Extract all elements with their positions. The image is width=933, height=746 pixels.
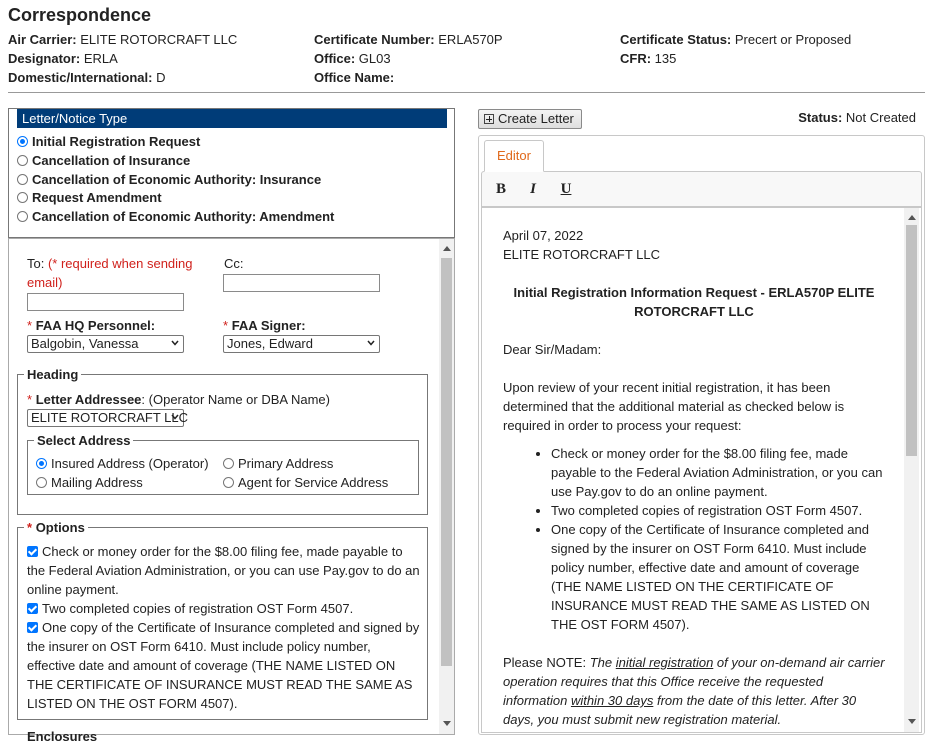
option-item-filing-fee[interactable]: Check or money order for the $8.00 filing fee, made payable to the Federal Aviation Administration, or you can use Pay.gov to do an online payment.: [27, 544, 420, 597]
letter-addressee-select[interactable]: ELITE ROTORCRAFT LLC: [27, 409, 184, 427]
office-name-info: Office Name:: [314, 70, 395, 85]
faa-signer-label: * FAA Signer:: [223, 318, 306, 333]
cfr-info: CFR: 135: [620, 51, 677, 66]
chevron-down-icon: [171, 413, 179, 421]
letter-type-option-cancellation-economic-insurance[interactable]: Cancellation of Economic Authority: Insurance: [17, 172, 321, 187]
plus-box-icon: [484, 114, 494, 124]
create-letter-button[interactable]: Create Letter: [478, 109, 582, 129]
page-title: Correspondence: [8, 5, 152, 25]
letter-salutation: Dear Sir/Madam:: [503, 342, 602, 357]
radio-icon[interactable]: [36, 477, 47, 488]
chevron-down-icon: [367, 339, 375, 347]
radio-icon[interactable]: [17, 174, 28, 185]
underline-button[interactable]: U: [560, 181, 572, 197]
radio-selected-icon[interactable]: [36, 458, 47, 469]
letter-type-option-cancellation-insurance[interactable]: Cancellation of Insurance: [17, 153, 190, 168]
to-label: To: (* required when sending email): [27, 256, 193, 290]
letter-item: • Two completed copies of registration OST Form 4507.: [551, 501, 885, 520]
bold-button[interactable]: B: [495, 181, 506, 197]
checkbox-checked-icon[interactable]: [27, 546, 38, 557]
air-carrier-info: Air Carrier: ELITE ROTORCRAFT LLC: [8, 32, 238, 47]
radio-icon[interactable]: [223, 458, 234, 469]
letter-item: • One copy of the Certificate of Insurance completed and signed by the insurer on OST Form 6410. Must include policy number, effective date and amount of coverage (THE NAME LISTED ON THE CERTIFICATE OF INSURANCE MUST READ THE SAME AS LISTED ON THE OST FORM 4507).: [551, 520, 885, 634]
document-scrollbar-thumb[interactable]: [906, 225, 917, 456]
address-option-primary[interactable]: Primary Address: [223, 456, 333, 471]
letter-addressee-label: * Letter Addressee: (Operator Name or DBA Name): [27, 392, 330, 407]
letter-type-option-cancellation-economic-amendment[interactable]: Cancellation of Economic Authority: Amendment: [17, 209, 334, 224]
tab-editor[interactable]: Editor: [484, 140, 544, 172]
options-legend: * Options: [27, 520, 85, 535]
header-divider: [8, 92, 925, 93]
faa-hq-personnel-label: * FAA HQ Personnel:: [27, 318, 156, 333]
office-info: Office: GL03: [314, 51, 391, 66]
certificate-status-info: Certificate Status: Precert or Proposed: [620, 32, 852, 47]
faa-signer-select[interactable]: Jones, Edward: [223, 335, 380, 353]
select-address-legend: Select Address: [37, 433, 131, 448]
certificate-number-info: Certificate Number: ERLA570P: [314, 32, 503, 47]
address-option-agent[interactable]: Agent for Service Address: [223, 475, 388, 490]
option-item-certificate-insurance[interactable]: One copy of the Certificate of Insurance completed and signed by the insurer on OST Form 6410. Must include policy number, effective date and amount of coverage (THE NAME LISTED ON THE CERTIFICATE OF INSURANCE MUST READ THE SAME AS LISTED ON THE OST FORM 4507).: [27, 620, 420, 711]
radio-icon[interactable]: [223, 477, 234, 488]
letter-form-panel: [8, 238, 455, 744]
letter-type-option-initial-registration[interactable]: Initial Registration Request: [17, 134, 200, 149]
italic-button[interactable]: I: [530, 181, 536, 197]
letter-date: April 07, 2022: [503, 228, 584, 243]
letter-type-legend: Letter/Notice Type: [17, 109, 447, 128]
letter-title: Initial Registration Information Request - ERLA570P ELITE ROTORCRAFT LLC: [513, 285, 875, 319]
checkbox-checked-icon[interactable]: [27, 622, 38, 633]
letter-note: Please NOTE: The initial registration of your on-demand air carrier operation requires that this Office receive the requested information within 30 days from the date of this letter. After 30 days, you must submit new registration material.: [503, 655, 885, 727]
letter-type-option-request-amendment[interactable]: Request Amendment: [17, 190, 162, 205]
radio-icon[interactable]: [17, 211, 28, 222]
faa-hq-personnel-select[interactable]: Balgobin, Vanessa: [27, 335, 184, 353]
chevron-down-icon: [171, 339, 179, 347]
letter-type-panel: [8, 108, 455, 238]
domestic-international-info: Domestic/International: D: [8, 70, 166, 85]
scroll-up-icon[interactable]: [908, 215, 916, 220]
radio-selected-icon[interactable]: [17, 136, 28, 147]
cc-label: Cc:: [224, 256, 244, 271]
scroll-up-icon[interactable]: [443, 246, 451, 251]
address-option-insured[interactable]: Insured Address (Operator): [36, 456, 209, 471]
letter-item: • Check or money order for the $8.00 filing fee, made payable to the Federal Aviation Administration, or you can use Pay.gov to do an online payment.: [551, 444, 885, 501]
address-option-mailing[interactable]: Mailing Address: [36, 475, 143, 490]
form-scrollbar-thumb[interactable]: [441, 258, 452, 666]
status-indicator: Status: Not Created: [798, 110, 916, 125]
scroll-down-icon[interactable]: [443, 721, 451, 726]
cc-input[interactable]: [223, 274, 380, 292]
radio-icon[interactable]: [17, 192, 28, 203]
editor-toolbar: [481, 171, 922, 207]
scroll-down-icon[interactable]: [908, 719, 916, 724]
radio-icon[interactable]: [17, 155, 28, 166]
letter-intro: Upon review of your recent initial registration, it has been determined that the additional material as checked below is required in order to process your request:: [503, 380, 845, 433]
letter-recipient: ELITE ROTORCRAFT LLC: [503, 247, 660, 262]
letter-document[interactable]: [481, 207, 922, 733]
option-item-ost-form-4507[interactable]: Two completed copies of registration OST Form 4507.: [27, 599, 422, 618]
checkbox-checked-icon[interactable]: [27, 603, 38, 614]
to-input[interactable]: [27, 293, 184, 311]
enclosures-legend: Enclosures: [27, 729, 98, 744]
form-scrollbar[interactable]: [439, 239, 454, 734]
heading-legend: Heading: [27, 367, 79, 382]
designator-info: Designator: ERLA: [8, 51, 118, 66]
document-scrollbar[interactable]: [904, 208, 919, 732]
letter-item-list: [503, 444, 885, 634]
